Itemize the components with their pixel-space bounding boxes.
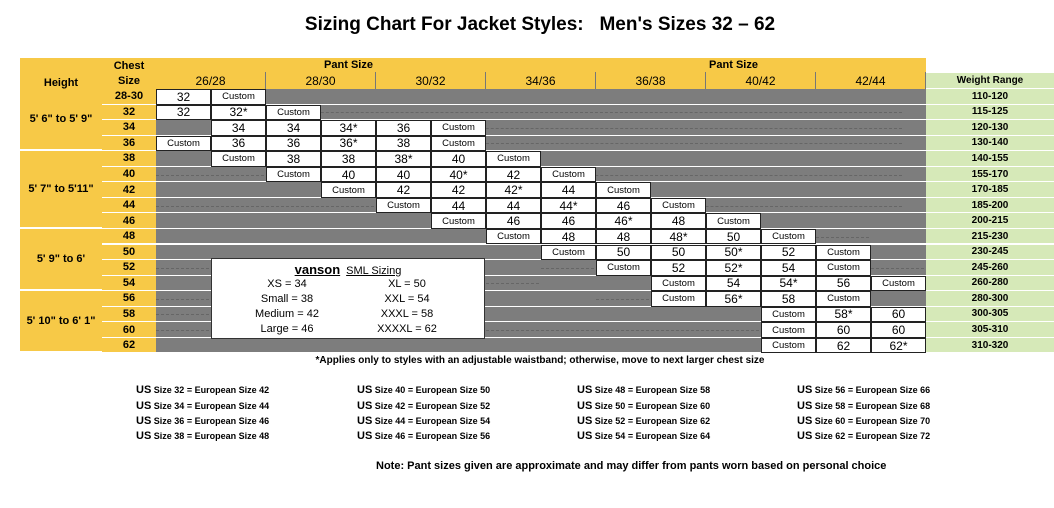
pant-size-cell: Custom [266, 167, 321, 183]
height-header: Height [20, 58, 102, 89]
chest-size-cell: 34 [102, 120, 156, 136]
us-label: US [136, 415, 152, 427]
unavailable-dashes [871, 268, 924, 269]
chest-size-cell: 44 [102, 198, 156, 214]
shaded-cell [871, 245, 926, 261]
eu-size-text: Size 62 = European Size 72 [814, 431, 931, 441]
pant-size-cell: Custom [266, 105, 321, 121]
eu-size-line [797, 415, 930, 427]
chest-size-cell: 40 [102, 167, 156, 183]
unavailable-dashes [156, 206, 374, 207]
chest-size-cell: 58 [102, 307, 156, 323]
pant-size-cell: 58* [816, 307, 871, 323]
pant-size-cell: Custom [486, 229, 541, 245]
weight-range-header: Weight Range [926, 73, 1054, 89]
pant-size-cell: Custom [431, 213, 486, 229]
weight-range-cell: 310-320 [926, 338, 1054, 354]
pant-size-cell: 46 [486, 213, 541, 229]
pant-size-cell: Custom [431, 120, 486, 136]
pant-size-cell: Custom [596, 260, 651, 276]
us-label: US [136, 430, 152, 442]
pant-size-cell: Custom [871, 276, 926, 292]
pant-size-cell: 38* [376, 151, 431, 167]
shaded-cell [651, 182, 926, 198]
pant-size-cell: 40 [376, 167, 431, 183]
pant-column-header: 30/32 [376, 72, 486, 89]
chest-size-cell: 32 [102, 105, 156, 121]
pant-size-cell: 44 [486, 198, 541, 214]
weight-range-cell: 260-280 [926, 276, 1054, 292]
shaded-cell [761, 213, 926, 229]
shaded-cell [156, 229, 486, 245]
pant-size-cell: Custom [816, 245, 871, 261]
pant-size-cell: 48 [651, 213, 706, 229]
unavailable-dashes [156, 175, 264, 176]
pant-size-cell: 40* [431, 167, 486, 183]
pant-size-cell: 58 [761, 291, 816, 307]
unavailable-dashes [431, 128, 902, 129]
pant-size-cell: 54 [761, 260, 816, 276]
pant-size-cell: Custom [376, 198, 431, 214]
chest-size-cell: 36 [102, 136, 156, 152]
pant-size-cell: 48 [541, 229, 596, 245]
eu-size-line [577, 384, 710, 396]
chest-size-cell: 62 [102, 338, 156, 354]
weight-range-cell: 200-215 [926, 213, 1054, 229]
height-group: 5' 10" to 6' 1" [20, 291, 102, 352]
us-label: US [797, 415, 813, 427]
vanson-sml-sizing-box [211, 258, 485, 339]
pant-column-header: 26/28 [156, 72, 266, 89]
weight-range-cell: 155-170 [926, 167, 1054, 183]
us-label: US [577, 400, 593, 412]
pant-size-cell: 34 [266, 120, 321, 136]
unavailable-dashes [541, 268, 594, 269]
pant-column-header: 42/44 [816, 72, 926, 89]
pant-size-cell: 46 [541, 213, 596, 229]
shaded-cell [871, 291, 926, 307]
us-label: US [577, 415, 593, 427]
eu-size-text: Size 42 = European Size 52 [374, 401, 491, 411]
pant-size-header-left: Pant Size [156, 58, 541, 72]
chest-size-cell: 60 [102, 322, 156, 338]
pant-size-cell: Custom [211, 151, 266, 167]
unavailable-dashes [596, 299, 649, 300]
chest-size-cell: 52 [102, 260, 156, 276]
shaded-cell [266, 89, 926, 105]
pant-size-cell: 44 [541, 182, 596, 198]
unavailable-dashes [486, 330, 759, 331]
us-label: US [577, 384, 593, 396]
pant-size-cell: Custom [761, 307, 816, 323]
eu-size-text: Size 52 = European Size 62 [594, 416, 711, 426]
pant-size-cell: 52 [651, 260, 706, 276]
unavailable-dashes [486, 143, 902, 144]
pant-size-header-right: Pant Size [541, 58, 926, 72]
eu-size-line [797, 430, 930, 442]
pant-size-cell: 54 [706, 276, 761, 292]
height-group: 5' 6" to 5' 9" [20, 89, 102, 150]
unavailable-dashes [156, 299, 209, 300]
weight-range-cell: 305-310 [926, 322, 1054, 338]
eu-size-line [357, 415, 490, 427]
pant-size-cell: 42 [376, 182, 431, 198]
vanson-label: SML Sizing [346, 265, 402, 277]
pant-size-cell: 50 [651, 245, 706, 261]
us-label: US [797, 400, 813, 412]
unavailable-dashes [156, 330, 209, 331]
eu-size-line [136, 430, 269, 442]
unavailable-dashes [156, 268, 209, 269]
eu-size-line [797, 400, 930, 412]
pant-size-cell: 38 [376, 136, 431, 152]
chart-title: Sizing Chart For Jacket Styles: Men's Sizes 32 – 62 [304, 14, 776, 35]
pant-size-cell: 36 [211, 136, 266, 152]
pant-size-cell: 36 [266, 136, 321, 152]
weight-range-cell: 170-185 [926, 182, 1054, 198]
pant-size-cell: Custom [816, 260, 871, 276]
pant-size-cell: 46* [596, 213, 651, 229]
pant-column-header: 36/38 [596, 72, 706, 89]
chest-size-cell: 48 [102, 229, 156, 245]
pant-size-cell: Custom [816, 291, 871, 307]
pant-column-header: 40/42 [706, 72, 816, 89]
eu-size-line [357, 430, 490, 442]
shaded-cell [156, 338, 761, 354]
vanson-size: XXXL = 58 [380, 308, 434, 320]
eu-size-text: Size 46 = European Size 56 [374, 431, 491, 441]
pant-size-cell: 50* [706, 245, 761, 261]
pant-size-cell: 44* [541, 198, 596, 214]
pant-size-cell: 36* [321, 136, 376, 152]
pant-size-cell: Custom [761, 338, 816, 354]
eu-size-text: Size 56 = European Size 66 [814, 385, 931, 395]
weight-range-cell: 130-140 [926, 136, 1054, 152]
eu-size-text: Size 36 = European Size 46 [153, 416, 270, 426]
weight-range-cell: 215-230 [926, 229, 1054, 245]
pant-size-cell: 60 [816, 322, 871, 338]
eu-size-text: Size 38 = European Size 48 [153, 431, 270, 441]
vanson-size: XXL = 54 [384, 293, 430, 305]
shaded-cell [156, 213, 431, 229]
pant-size-cell: Custom [761, 229, 816, 245]
pant-size-cell: 60 [871, 307, 926, 323]
pant-size-cell: Custom [431, 136, 486, 152]
pant-size-cell: 52* [706, 260, 761, 276]
pant-size-cell: 38 [266, 151, 321, 167]
eu-size-line [577, 430, 710, 442]
pant-size-cell: 50 [706, 229, 761, 245]
eu-size-line [797, 384, 930, 396]
vanson-size: Large = 46 [260, 323, 314, 335]
pant-size-cell: 34* [321, 120, 376, 136]
pant-size-cell: 48* [651, 229, 706, 245]
chest-size-cell: 42 [102, 182, 156, 198]
us-label: US [136, 400, 152, 412]
eu-size-line [136, 415, 269, 427]
size-header: Size [102, 73, 156, 89]
pant-size-cell: Custom [596, 182, 651, 198]
weight-range-cell: 230-245 [926, 245, 1054, 261]
eu-size-text: Size 48 = European Size 58 [594, 385, 711, 395]
eu-size-text: Size 58 = European Size 68 [814, 401, 931, 411]
shaded-cell [156, 120, 211, 136]
us-label: US [797, 384, 813, 396]
pant-size-cell: 42* [486, 182, 541, 198]
chest-size-cell: 28-30 [102, 89, 156, 105]
eu-size-text: Size 40 = European Size 50 [374, 385, 491, 395]
us-label: US [357, 430, 373, 442]
pant-size-cell: Custom [541, 167, 596, 183]
pant-size-cell: 42 [486, 167, 541, 183]
vanson-size: XXXXL = 62 [377, 323, 437, 335]
eu-size-line [136, 384, 269, 396]
pant-size-cell: 56 [816, 276, 871, 292]
eu-size-text: Size 34 = European Size 44 [153, 401, 270, 411]
chest-size-cell: 38 [102, 151, 156, 167]
us-label: US [357, 384, 373, 396]
vanson-size: XS = 34 [267, 278, 307, 290]
chest-size-cell: 56 [102, 291, 156, 307]
pant-size-cell: 38 [321, 151, 376, 167]
weight-range-cell: 245-260 [926, 260, 1054, 276]
us-label: US [357, 415, 373, 427]
pant-size-cell: 62* [871, 338, 926, 354]
eu-size-text: Size 54 = European Size 64 [594, 431, 711, 441]
pant-size-cell: 40 [431, 151, 486, 167]
eu-size-line [357, 400, 490, 412]
pant-size-cell: 50 [596, 245, 651, 261]
vanson-brand: vanson [294, 262, 341, 277]
chest-header: Chest [102, 58, 156, 73]
weight-range-cell: 120-130 [926, 120, 1054, 136]
eu-size-text: Size 32 = European Size 42 [153, 385, 270, 395]
pant-column-header: 28/30 [266, 72, 376, 89]
pant-size-cell: 56* [706, 291, 761, 307]
pant-size-cell: Custom [706, 213, 761, 229]
weight-range-cell: 185-200 [926, 198, 1054, 214]
weight-range-cell: 280-300 [926, 291, 1054, 307]
pant-size-cell: Custom [761, 322, 816, 338]
pant-size-cell: 32 [156, 105, 211, 121]
pant-size-cell: 32* [211, 105, 266, 121]
chest-size-cell: 50 [102, 245, 156, 261]
eu-size-line [136, 400, 269, 412]
pant-size-cell: 40 [321, 167, 376, 183]
us-label: US [577, 430, 593, 442]
pant-size-cell: 62 [816, 338, 871, 354]
height-group: 5' 9" to 6' [20, 229, 102, 290]
weight-range-cell: 115-125 [926, 105, 1054, 121]
pant-size-cell: Custom [156, 136, 211, 152]
weight-range-cell: 300-305 [926, 307, 1054, 323]
chest-size-cell: 46 [102, 213, 156, 229]
pant-size-cell: 34 [211, 120, 266, 136]
shaded-cell [541, 151, 926, 167]
eu-size-line [577, 400, 710, 412]
vanson-size: Medium = 42 [255, 308, 319, 320]
vanson-size: Small = 38 [260, 293, 314, 305]
pant-size-cell: 48 [596, 229, 651, 245]
pant-size-cell: Custom [541, 245, 596, 261]
us-label: US [797, 430, 813, 442]
height-group: 5' 7" to 5'11" [20, 151, 102, 228]
pant-size-cell: 52 [761, 245, 816, 261]
pant-column-header: 34/36 [486, 72, 596, 89]
chest-size-cell: 54 [102, 276, 156, 292]
pant-size-cell: 36 [376, 120, 431, 136]
pant-size-cell: Custom [651, 198, 706, 214]
pant-size-cell: 60 [871, 322, 926, 338]
vanson-size: XL = 50 [388, 278, 426, 290]
pant-size-cell: Custom [651, 276, 706, 292]
pant-size-cell: Custom [486, 151, 541, 167]
pant-size-cell: 42 [431, 182, 486, 198]
eu-size-text: Size 44 = European Size 54 [374, 416, 491, 426]
pant-size-cell: 54* [761, 276, 816, 292]
us-label: US [136, 384, 152, 396]
pant-size-cell: Custom [211, 89, 266, 105]
footnote: *Applies only to styles with an adjustable waistband; otherwise, move to next larger chest size [315, 355, 765, 366]
pant-size-cell: 44 [431, 198, 486, 214]
weight-range-cell: 140-155 [926, 151, 1054, 167]
unavailable-dashes [266, 112, 902, 113]
pant-size-cell: 32 [156, 89, 211, 105]
us-label: US [357, 400, 373, 412]
pant-size-cell: Custom [321, 182, 376, 198]
weight-range-cell: 110-120 [926, 89, 1054, 105]
eu-size-line [357, 384, 490, 396]
eu-size-line [577, 415, 710, 427]
vanson-title [212, 262, 484, 277]
pant-size-note: Note: Pant sizes given are approximate and may differ from pants worn based on personal choice [376, 460, 887, 472]
pant-size-cell: 46 [596, 198, 651, 214]
eu-size-text: Size 60 = European Size 70 [814, 416, 931, 426]
eu-size-text: Size 50 = European Size 60 [594, 401, 711, 411]
unavailable-dashes [486, 283, 539, 284]
shaded-cell [156, 151, 211, 167]
pant-size-cell: Custom [651, 291, 706, 307]
shaded-cell [156, 182, 321, 198]
unavailable-dashes [156, 314, 209, 315]
